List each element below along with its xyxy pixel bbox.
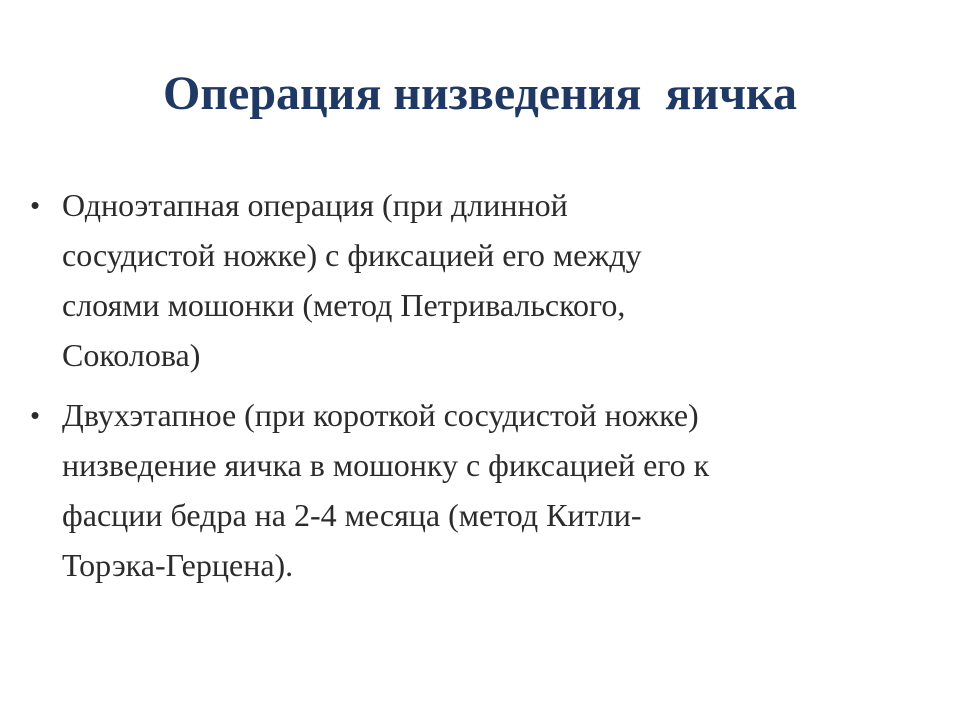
bullet-marker: • <box>30 190 40 220</box>
bullet-marker: • <box>30 400 40 430</box>
slide-title: Операция низведения яичка <box>163 67 797 120</box>
bullet-text-single-stage: Одноэтапная операция (при длинной сосудистой ножке) с фиксацией его между слоями мошонки (метод Петривальского, Соколова) <box>62 187 642 373</box>
bullet-text-two-stage: Двухэтапное (при короткой сосудистой ножке) низведение яичка в мошонку с фиксацией его к фасции бедра на 2-4 месяца (метод Китли- Торэка-Герцена). <box>62 397 710 583</box>
bullet-item-single-stage <box>24 180 924 380</box>
bullet-item-two-stage <box>24 390 924 590</box>
bullet-list <box>24 180 924 600</box>
